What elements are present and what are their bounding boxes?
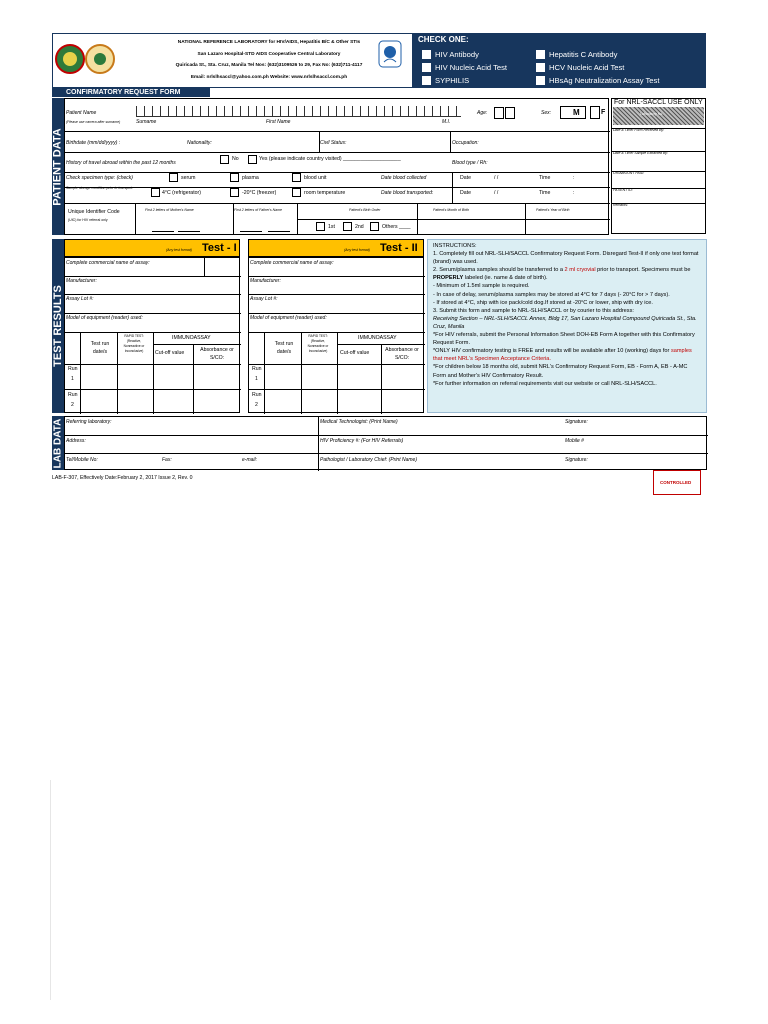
- instruction-9: *ONLY HIV confirmatory testing is FREE and results will be available after 10 (working) days for samples that meet NRL's Specimen Acceptance Criteria.: [433, 348, 692, 363]
- transported-time-label: Time: [539, 190, 551, 196]
- received-label: Date & Time/ Form Received By:: [613, 128, 665, 132]
- side-label-patient: PATIENT DATA: [52, 98, 64, 235]
- side-label-test: TEST RESULTS: [52, 239, 64, 413]
- collected-time-label: Time: [539, 175, 551, 181]
- instruction-4: - In case of delay, serum/plasma samples may be stored at 4°C for 7 days (- 20°C for > 7 days).: [433, 291, 670, 298]
- t2-model-label: Model of equipment (reader) used:: [250, 315, 327, 321]
- travel-label: History of travel abroad within the past 12 months: [66, 160, 176, 166]
- instruction-10: *For children below 18 months old, submit NRL's Confirmatory Request Form, EB - Form A, EB - A-MC Form and Mother's HIV Confirmatory Result.: [433, 364, 688, 379]
- t1-model-label: Model of equipment (reader) used:: [66, 315, 143, 321]
- medtech-label: Medical Technologist: (Print Name): [320, 419, 398, 425]
- or-paid-label: OR/AMOUNT PAID:: [613, 171, 645, 175]
- instruction-3: - Minimum of 1.5ml sample is required.: [433, 283, 530, 290]
- header-line-2: San Lazaro Hospital-STD AIDS Cooperative Central Laboratory: [197, 51, 341, 57]
- pathologist-signature-label: Signature:: [565, 457, 588, 463]
- birthdate-label: Birthdate (mm/dd/yyyy) :: [66, 140, 121, 146]
- t1-run2-num: 2: [71, 402, 74, 408]
- room-temp-box[interactable]: [292, 188, 301, 197]
- controlled-stamp-text: CONTROLLED: [660, 480, 692, 485]
- uic-label: Unique Identifier Code: [68, 209, 120, 215]
- referring-label: Referring laboratory:: [66, 419, 112, 425]
- t1-manufacturer-label: Manufacturer:: [66, 278, 97, 284]
- instruction-11: *For further information on referral requirements visit our website or call NRL-SLH/SACCL.: [433, 380, 657, 387]
- plasma-box[interactable]: [230, 173, 239, 182]
- t1-assay-label: Complete commercial name of assay:: [66, 260, 150, 266]
- serum-box[interactable]: [169, 173, 178, 182]
- t2-lot-label: Assay Lot #:: [250, 296, 278, 302]
- transported-date-label: Date: [460, 190, 471, 196]
- age-label: Age:: [477, 110, 488, 116]
- header-text: [128, 37, 410, 87]
- c20-label: -20°C (freezer): [242, 190, 277, 196]
- checkbox[interactable]: [422, 76, 431, 85]
- sex-f-box[interactable]: [590, 106, 600, 119]
- checkbox[interactable]: [536, 50, 545, 59]
- c4-label: 4°C (refrigerator): [162, 190, 201, 196]
- serum-label: serum: [181, 175, 196, 181]
- sex-m: M: [573, 108, 580, 117]
- order-2nd: 2nd: [355, 224, 364, 230]
- transported-time-colon: :: [573, 190, 575, 196]
- date-transported-label: Date blood transported:: [381, 190, 434, 196]
- t2-rapid-label: RAPID TEST: (Reactive, Nonreactive or Inconclusive): [307, 334, 329, 353]
- father-blank-2[interactable]: [268, 231, 290, 232]
- father-blank-1[interactable]: [240, 231, 262, 232]
- collected-time-colon: :: [573, 175, 575, 181]
- checkbox[interactable]: [536, 63, 545, 72]
- t2-run1-label: Run: [252, 366, 262, 372]
- mother-blank-2[interactable]: [178, 231, 200, 232]
- test-1-format: (Any test format): [166, 248, 192, 252]
- tel-label: Tel/Mobile No:: [66, 457, 98, 463]
- travel-yes: Yes (please indicate country visited) ____________________: [259, 156, 401, 162]
- instructions-title: INSTRUCTIONS:: [433, 243, 477, 249]
- birth-order-label: Patient's Birth Order: [349, 208, 381, 212]
- check-one-panel: [412, 34, 706, 88]
- order-1st-box[interactable]: [316, 222, 325, 231]
- blood-unit-label: blood unit: [304, 175, 327, 181]
- occupation-label: Occupation:: [452, 140, 479, 146]
- mother-label: First 2 letters of Mother's Name: [145, 208, 194, 212]
- t2-run2-label: Run: [252, 392, 262, 398]
- instruction-6: 3. Submit this form and sample to NRL-SLH/SACCL or by courier to this address:: [433, 307, 634, 314]
- collected-date-slashes: / /: [494, 175, 499, 181]
- logos: [54, 37, 126, 81]
- test-2-format: (Any test format): [344, 248, 370, 252]
- name-letter-boxes[interactable]: [136, 106, 461, 117]
- father-label: First 2 letters of Father's Name: [234, 208, 282, 212]
- storage-label: Sample storage condition prior to transport:: [66, 186, 134, 190]
- t2-absorb-label: Absorbance or S/CO:: [385, 347, 419, 361]
- header-line-4: Email: nrlslhsaccl@yahoo.com.ph Website: www.nrlslhsaccl.com.ph: [190, 74, 348, 80]
- side-label-lab: LAB DATA: [52, 416, 64, 470]
- proficiency-label: HIV Proficiency #: (For HIV Referrals): [320, 438, 404, 444]
- check-hbsag[interactable]: HBsAg Neutralization Assay Test: [536, 76, 659, 85]
- blood-unit-box[interactable]: [292, 173, 301, 182]
- header-line-3: Quiricada St., Sta. Cruz, Manila Tel Nos: (632)3109526 to 29, Fax No: (632)711-4117: [175, 63, 363, 68]
- medtech-signature-label: Signature:: [565, 419, 588, 425]
- check-hiv-antibody[interactable]: HIV Antibody: [422, 50, 479, 59]
- sex-f: F: [601, 109, 606, 116]
- surname-label: Surname: [136, 119, 157, 125]
- date-collected-label: Date blood collected: [381, 175, 427, 181]
- age-box-1[interactable]: [494, 107, 504, 119]
- birth-month-label: Patient's Month of Birth: [433, 208, 470, 212]
- controlled-stamp: [653, 470, 701, 495]
- first-name-label: First Name: [266, 119, 291, 125]
- t1-absorb-label: Absorbance or S/CO:: [200, 347, 234, 361]
- test-1-title: Test - I: [202, 242, 237, 254]
- lab-number-label: Laboratory No.: [640, 112, 664, 116]
- room-temp-label: room temperature: [304, 190, 346, 196]
- pathologist-label: Pathologist / Laboratory Chief: (Print Name): [320, 457, 417, 463]
- t1-lot-label: Assay Lot #:: [66, 296, 94, 302]
- check-hcv-nat[interactable]: HCV Nucleic Acid Test: [536, 63, 624, 72]
- c4-box[interactable]: [151, 188, 160, 197]
- mi-label: M.I.: [442, 119, 451, 125]
- extracted-label: Date & Time/ Sample Extracted By:: [613, 151, 669, 155]
- transported-date-slashes: / /: [494, 190, 499, 196]
- fax-label: Fax:: [162, 457, 172, 463]
- age-box-2[interactable]: [505, 107, 515, 119]
- t2-immuno-label: IMMUNOASSAY: [358, 335, 397, 341]
- remarks-label: Remarks:: [613, 203, 628, 207]
- patient-name-label: Patient Name: [66, 110, 97, 116]
- mobile-label: Mobile #: [565, 438, 584, 444]
- t2-run1-num: 1: [255, 376, 258, 382]
- instruction-7: Receiving Section – NRL-SLH/SACCL Annex, Bldg 17, San Lazaro Hospital Compound Quiricada St., Sta. Cruz, Manila: [433, 315, 697, 330]
- name-note: (Please use carrera after surname): [66, 120, 121, 124]
- form-title: CONFIRMATORY REQUEST FORM: [52, 88, 210, 97]
- t2-manufacturer-label: Manufacturer:: [250, 278, 281, 284]
- patient-id-label: PATIENT ID:: [613, 188, 633, 192]
- instruction-8: *For HIV referrals, submit the Personal Information Sheet DOH-EB Form A together with this Confirmatory Request Form.: [433, 332, 695, 347]
- check-hep-c-antibody[interactable]: Hepatitis C Antibody: [536, 50, 617, 59]
- c20-box[interactable]: [230, 188, 239, 197]
- t1-cutoff-label: Cut-off value: [155, 350, 185, 356]
- mother-blank-1[interactable]: [152, 231, 174, 232]
- page-edge-line: [50, 780, 51, 1000]
- check-hiv-nat[interactable]: HIV Nucleic Acid Test: [422, 63, 507, 72]
- collected-date-label: Date: [460, 175, 471, 181]
- instruction-2: 2. Serum/plasma samples should be transferred to a 2 ml cryovial prior to transport. Specimens must be PROPERLY labeled (ie. name & date of birth).: [433, 267, 691, 282]
- order-2nd-box[interactable]: [343, 222, 352, 231]
- t1-run1-label: Run: [68, 366, 78, 372]
- address-label: Address:: [66, 438, 86, 444]
- email-label: e-mail:: [242, 457, 258, 463]
- check-syphilis[interactable]: SYPHILIS: [422, 76, 469, 85]
- t1-immuno-label: IMMUNOASSAY: [172, 335, 211, 341]
- test-2-title: Test - II: [380, 242, 418, 254]
- blood-type-label: Blood type / Rh:: [452, 160, 488, 166]
- t2-run2-num: 2: [255, 402, 258, 408]
- order-others-box[interactable]: [370, 222, 379, 231]
- plasma-label: plasma: [242, 175, 259, 181]
- instructions-panel: [427, 239, 707, 413]
- travel-yes-box[interactable]: [248, 155, 257, 164]
- instruction-1: 1. Completely fill out NRL-SLH/SACCL Confirmatory Request Form. Disregard Test-II if only one test format (brand) was used.: [433, 251, 699, 266]
- order-others: Others ____: [382, 224, 411, 230]
- uic-note: (UIC) for HIV referral only: [68, 218, 108, 222]
- t1-run-date-label: Test run date/s: [90, 341, 110, 355]
- civil-status-label: Civil Status:: [320, 140, 347, 146]
- specimen-type-label: Check specimen type: (check): [66, 175, 133, 181]
- nrl-logo: [378, 40, 402, 68]
- header-line-1: NATIONAL REFERENCE LABORATORY for HIV/AIDS, Hepatitis B/C & Other STIs: [177, 40, 361, 45]
- check-one-title: CHECK ONE:: [418, 35, 469, 44]
- sex-label: Sex:: [541, 110, 552, 116]
- seal-logos: [54, 37, 126, 81]
- instruction-5: - If stored at 4°C, ship with ice pack/cold dog.If stored at -20°C or lower, ship with dry ice.: [433, 299, 653, 306]
- nationality-label: Nationality:: [187, 140, 212, 146]
- t2-assay-label: Complete commercial name of assay:: [250, 260, 334, 266]
- travel-no-box[interactable]: [220, 155, 229, 164]
- order-1st: 1st: [328, 224, 335, 230]
- checkbox[interactable]: [536, 76, 545, 85]
- nrl-use-title: For NRL-SACCL USE ONLY: [614, 99, 703, 106]
- t1-run1-num: 1: [71, 376, 74, 382]
- t1-run2-label: Run: [68, 392, 78, 398]
- travel-no: No: [232, 156, 239, 162]
- t1-rapid-label: RAPID TEST: (Reactive, Nonreactive or Inconclusive): [123, 334, 145, 353]
- t2-run-date-label: Test run date/s: [274, 341, 294, 355]
- checkbox[interactable]: [422, 63, 431, 72]
- checkbox[interactable]: [422, 50, 431, 59]
- t2-cutoff-label: Cut-off value: [340, 350, 370, 356]
- footer-code: LAB-F-307, Effectively Date:February 2, 2017 Issue 2, Rev. 0: [52, 475, 193, 481]
- birth-year-label: Patient's Year of Birth: [536, 208, 570, 212]
